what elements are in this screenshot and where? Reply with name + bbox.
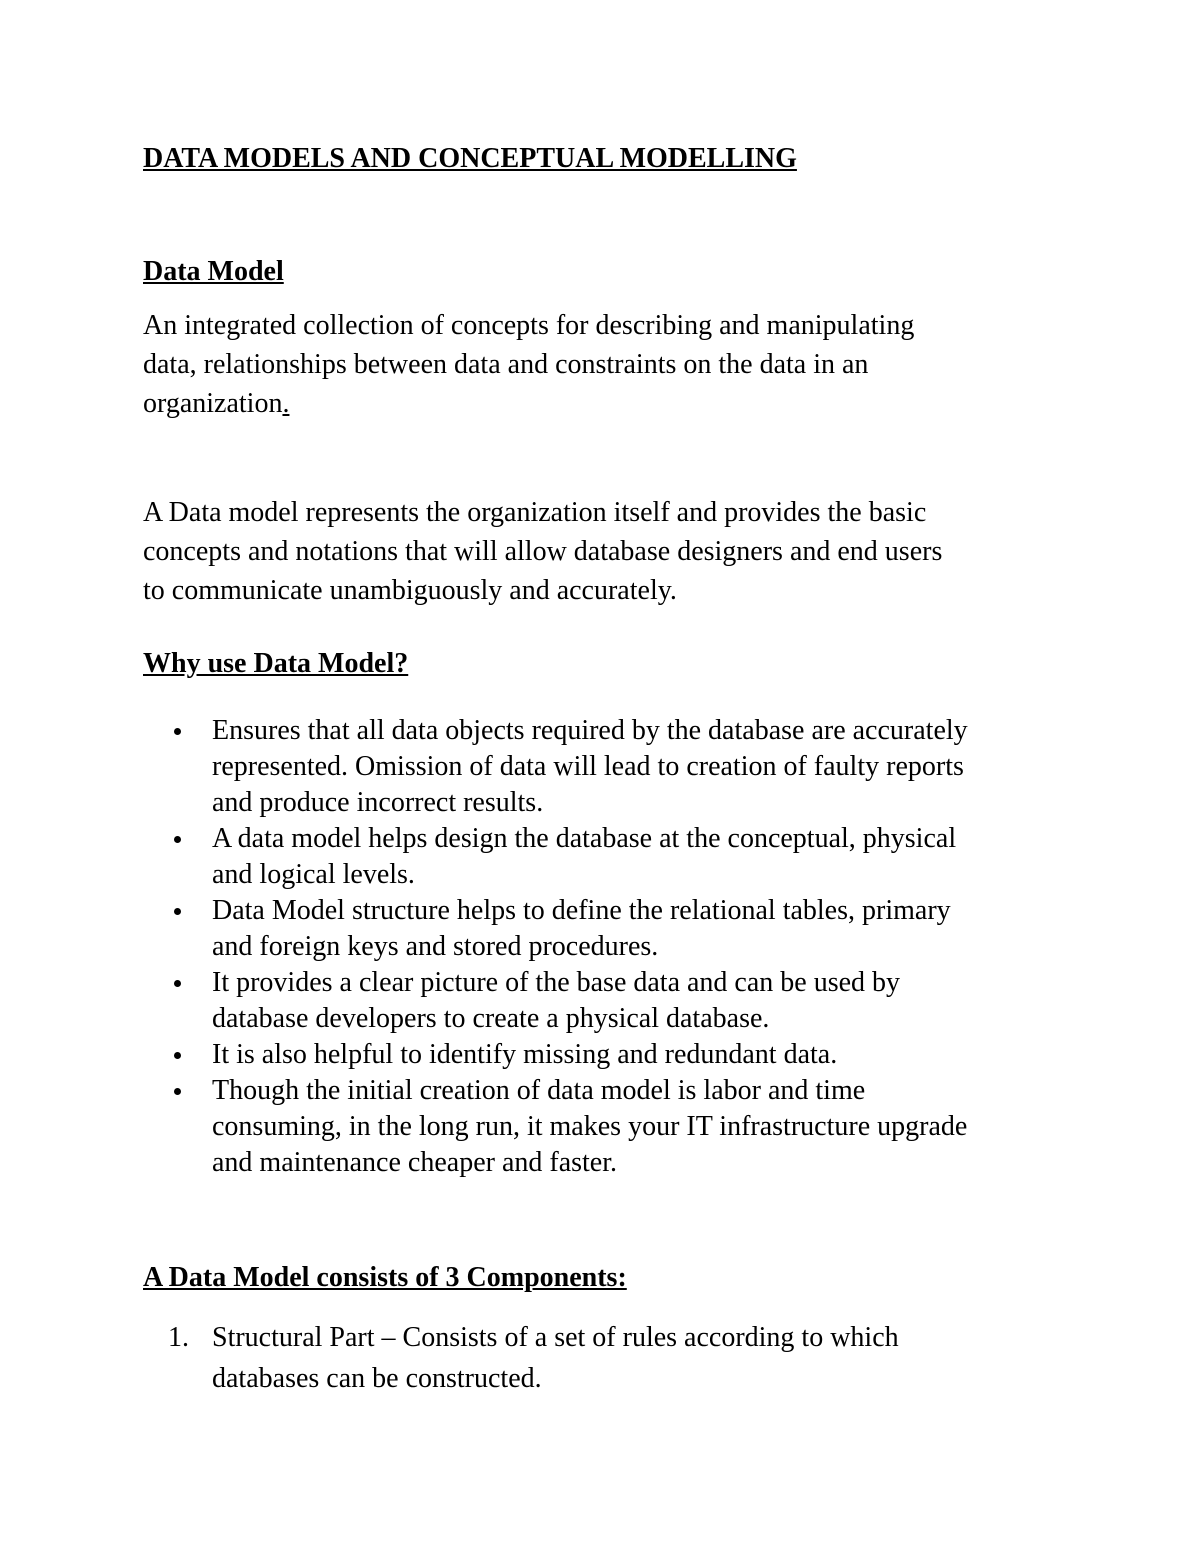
explanation-line: concepts and notations that will allow database designers and end users <box>143 536 943 567</box>
why-bullet-list <box>143 713 1103 1181</box>
list-item <box>143 713 1103 821</box>
list-number: 1. <box>168 1322 189 1353</box>
definition-line: data, relationships between data and constraints on the data in an <box>143 349 869 380</box>
bullet-line: consuming, in the long run, it makes your IT infrastructure upgrade <box>212 1111 968 1142</box>
definition-line-last <box>143 384 1073 423</box>
bullet-line: and maintenance cheaper and faster. <box>212 1147 618 1178</box>
bullet-dot-icon <box>174 1088 181 1095</box>
explanation-paragraph <box>143 493 1073 610</box>
bullet-line: It provides a clear picture of the base data and can be used by <box>212 967 901 998</box>
bullet-line: A data model helps design the database at the conceptual, physical <box>212 823 957 854</box>
list-item <box>143 1037 1103 1073</box>
bullet-line: database developers to create a physical database. <box>212 1003 770 1034</box>
list-item <box>143 1073 1103 1181</box>
heading-data-model: Data Model <box>143 256 284 287</box>
list-item <box>143 821 1103 893</box>
bullet-line: and logical levels. <box>212 859 415 890</box>
numbered-line: Structural Part – Consists of a set of rules according to which <box>212 1322 899 1353</box>
bullet-line: and foreign keys and stored procedures. <box>212 931 659 962</box>
list-item <box>143 965 1103 1037</box>
explanation-line: A Data model represents the organization itself and provides the basic <box>143 497 927 528</box>
bullet-line: represented. Omission of data will lead to creation of faulty reports <box>212 751 964 782</box>
bullet-line: Ensures that all data objects required by the database are accurately <box>212 715 968 746</box>
components-numbered-list <box>143 1317 1103 1399</box>
explanation-line: to communicate unambiguously and accurately. <box>143 575 677 606</box>
definition-line: An integrated collection of concepts for describing and manipulating <box>143 310 915 341</box>
bullet-dot-icon <box>174 836 181 843</box>
bullet-line: Though the initial creation of data model is labor and time <box>212 1075 866 1106</box>
bullet-dot-icon <box>174 908 181 915</box>
list-item <box>143 1317 1103 1399</box>
heading-components: A Data Model consists of 3 Components: <box>143 1262 627 1293</box>
numbered-line: databases can be constructed. <box>212 1363 542 1394</box>
definition-paragraph <box>143 306 1073 423</box>
bullet-dot-icon <box>174 980 181 987</box>
document-title: DATA MODELS AND CONCEPTUAL MODELLING <box>143 143 797 174</box>
definition-line-text: organization <box>143 388 283 419</box>
heading-why-use-data-model: Why use Data Model? <box>143 648 409 679</box>
bullet-line: and produce incorrect results. <box>212 787 544 818</box>
bullet-dot-icon <box>174 728 181 735</box>
definition-end-period: . <box>282 388 290 419</box>
list-item <box>143 893 1103 965</box>
bullet-line: It is also helpful to identify missing and redundant data. <box>212 1039 838 1070</box>
bullet-dot-icon <box>174 1052 181 1059</box>
bullet-line: Data Model structure helps to define the relational tables, primary <box>212 895 951 926</box>
